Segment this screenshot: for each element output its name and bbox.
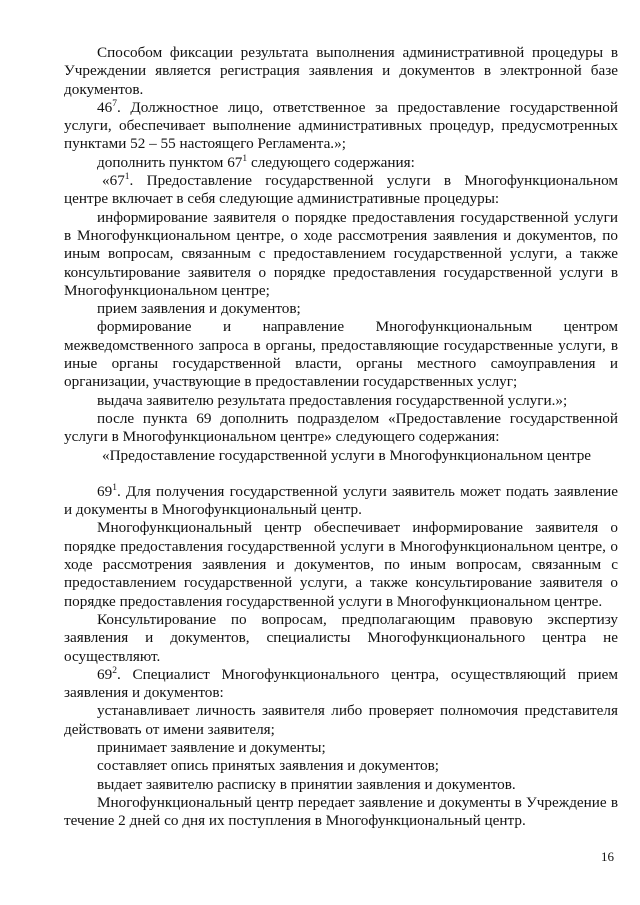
paragraph-consulting: Консультирование по вопросам, предполагающим правовую экспертизу заявления и документов, специалисты Многофункционального центра не осуществляют. <box>64 610 618 665</box>
paragraph-add-67-1: дополнить пунктом $67^1$ следующего содержания: <box>97 153 415 171</box>
paragraph-69-1: $69^1$. Для получения государственной услуги заявитель может подать заявление и документы в Многофункциональный центр. <box>64 482 618 519</box>
paragraph-67-1: «$67^1$. Предоставление государственной услуги в Многофункциональном центре включает в себя следующие административные процедуры: <box>64 172 618 208</box>
list-item-interagency-request: формирование и направление Многофункциональным центром межведомственного запроса в органы, предоставляющие государственные услуги, в иные органы государственной власти, органы местного самоуправления и организации, участвующие в предоставлении государственных услуг; <box>64 318 618 391</box>
subsection-heading: «Предоставление государственной услуги в Многофункциональном центре <box>102 446 592 464</box>
paragraph-mfc-informing: Многофункциональный центр обеспечивает информирование заявителя о порядке предоставления государственной услуги в Многофункциональном центре, о ходе рассмотрения заявления и документов, по иным вопросам, связанным с предоставлением государственной услуги, а также консультирование заявителя о порядке предоставления государственной услуги в Многофункциональном центре. <box>64 519 618 610</box>
page-number: 16 <box>601 849 614 864</box>
list-item-identity: устанавливает личность заявителя либо проверяет полномочия представителя действовать от имени заявителя; <box>64 702 618 738</box>
list-item-inventory: составляет опись принятых заявления и документов; <box>97 757 439 775</box>
paragraph-after-69: после пункта 69 дополнить подразделом «Предоставление государственной услуги в Многофункциональном центре» следующего содержания: <box>64 409 618 446</box>
paragraph-69-2: $69^2$. Специалист Многофункционального центра, осуществляющий прием заявления и документов: <box>64 665 618 702</box>
list-item-accepts: принимает заявление и документы; <box>97 738 326 756</box>
list-item-receipt: выдает заявителю расписку в принятии заявления и документов. <box>97 775 516 793</box>
list-item-result-issuance: выдача заявителю результата предоставления государственной услуги.»; <box>97 391 568 409</box>
paragraph-registration-method: Способом фиксации результата выполнения административной процедуры в Учреждении является регистрация заявления и документов в электронной базе документов. <box>64 44 618 98</box>
paragraph-46-7: $46^7$. Должностное лицо, ответственное за предоставление государственной услуги, обеспечивает выполнение административных процедур, предусмотренных пунктами 52 – 55 настоящего Регламента.»; <box>64 98 618 153</box>
paragraph-transfer: Многофункциональный центр передает заявление и документы в Учреждение в течение 2 дней со дня их поступления в Многофункциональный центр. <box>64 793 618 830</box>
spacer <box>64 465 618 483</box>
list-item-informing: информирование заявителя о порядке предоставления государственной услуги в Многофункциональном центре, о ходе рассмотрения заявления и документов, по иным вопросам, связанным с предоставлением государственной услуги, а также консультирование заявителя о порядке предоставления государственной услуги в Многофункциональном центре; <box>64 208 618 299</box>
list-item-reception: прием заявления и документов; <box>97 300 301 318</box>
